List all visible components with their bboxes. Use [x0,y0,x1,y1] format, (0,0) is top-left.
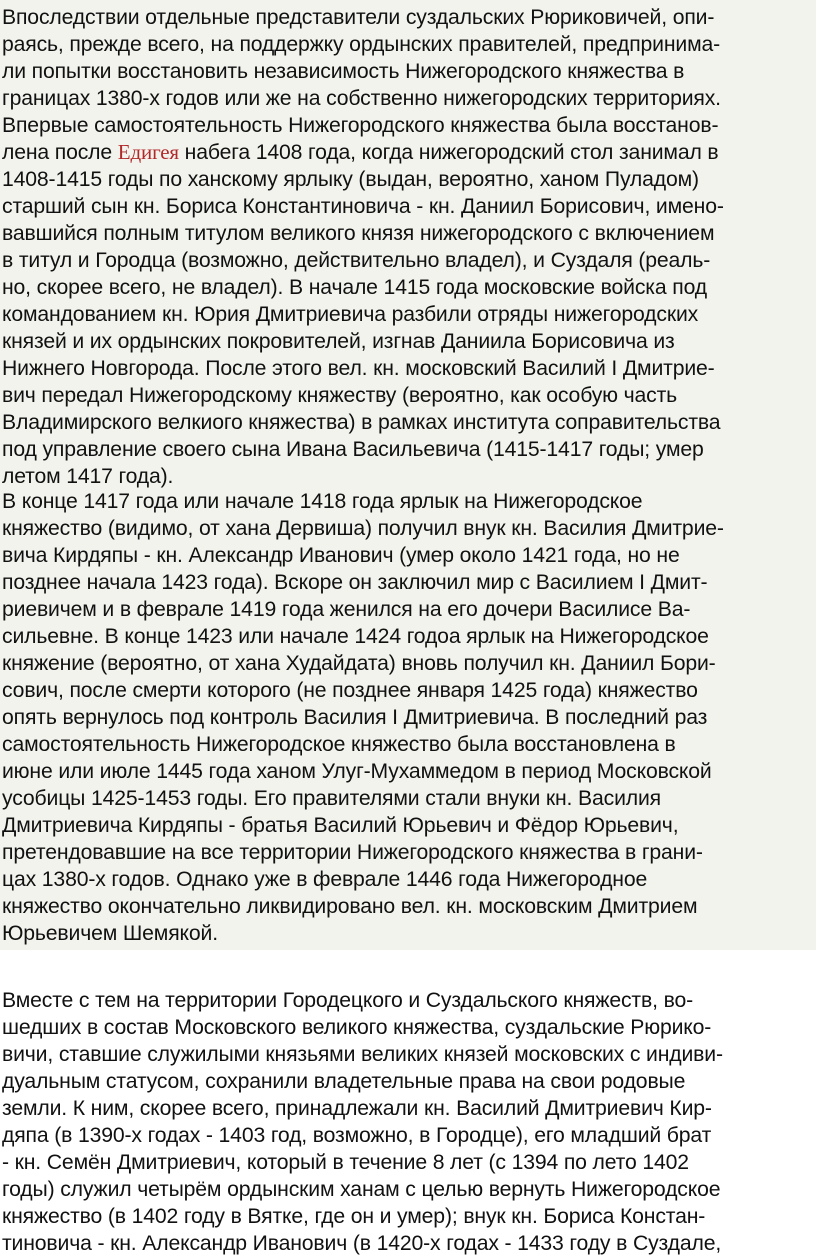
text-line: в титул и Городца (возможно, действительно владел), и Суздаля (реаль- [2,249,711,272]
text-line: княжение (вероятно, от хана Худайдата) вновь получил кн. Даниил Бори- [2,652,716,675]
text-line: Впервые самостоятельность Нижегородского княжества была восстанов- [2,114,719,137]
text-segment: лена после [2,141,118,164]
text-line: вич передал Нижегородскому княжеству (вероятно, как особую часть [2,384,678,407]
text-line: сильевне. В конце 1423 или начале 1424 годоа ярлык на Нижегородское [2,625,709,648]
text-line: под управление своего сына Ивана Васильевича (1415-1417 годы; умер [2,438,704,461]
text-line: земли. К ним, скорее всего, принадлежали кн. Василий Дмитриевич Кир- [2,1097,712,1120]
text-line: позднее начала 1423 года). Вскоре он заключил мир с Василием I Дмит- [2,571,708,594]
text-line: раясь, прежде всего, на поддержку ордынских правителей, предпринима- [2,33,721,56]
text-line: Нижнего Новгорода. После этого вел. кн. московский Василий I Дмитрие- [2,357,715,380]
text-line: усобицы 1425-1453 годы. Его правителями стали внуки кн. Василия [2,787,661,810]
text-line: Дмитриевича Кирдяпы - братья Василий Юрьевич и Фёдор Юрьевич, [2,814,679,837]
text-line: июне или июле 1445 года ханом Улуг-Мухаммедом в период Московской [2,760,712,783]
text-line: границах 1380-х годов или же на собственно нижегородских территориях. [2,87,721,110]
paragraph-nizhny-novgorod-independence [0,4,816,490]
text-line: сович, после смерти которого (не позднее января 1425 года) княжество [2,679,698,702]
text-line [0,139,816,166]
text-line: В конце 1417 года или начале 1418 года ярлык на Нижегородское [2,490,643,513]
text-line: старший сын кн. Бориса Константиновича - кн. Даниил Борисович, имено- [2,195,724,218]
paragraph-later-rulers [0,488,816,947]
edigu-link[interactable]: Едигея [117,140,179,164]
text-line: самостоятельность Нижегородское княжество была восстановлена в [2,733,676,756]
text-line: годы) служил четырём ордынским ханам с целью вернуть Нижегородское [2,1178,721,1201]
text-line: - кн. Семён Дмитриевич, который в течение 8 лет (с 1394 по лето 1402 [2,1151,689,1174]
text-line: Вместе с тем на территории Городецкого и Суздальского княжеств, во- [2,989,693,1012]
text-line: княжество (видимо, от хана Дервиша) получил внук кн. Василия Дмитрие- [2,517,724,540]
text-line: 1408-1415 годы по ханскому ярлыку (выдан, вероятно, ханом Пуладом) [2,168,699,191]
text-line: дуальным статусом, сохранили владетельные права на свои родовые [2,1070,686,1093]
text-line: Юрьевичем Шемякой. [2,922,218,945]
text-line: князей и их ордынских покровителей, изгнав Даниила Борисовича из [2,330,675,353]
text-line: шедших в состав Московского великого княжества, суздальские Рюрико- [2,1016,712,1039]
text-line: вича Кирдяпы - кн. Александр Иванович (умер около 1421 года, но не [2,544,680,567]
text-line: командованием кн. Юрия Дмитриевича разбили отряды нижегородских [2,303,699,326]
text-line: летом 1417 года). [2,465,174,488]
text-line: дяпа (в 1390-х годах - 1403 год, возможно, в Городце), его младший брат [2,1124,712,1147]
text-line: цах 1380-х годов. Однако уже в феврале 1446 года Нижегородное [2,868,648,891]
text-segment: набега 1408 года, когда нижегородский стол занимал в [178,141,719,164]
text-line: Впоследствии отдельные представители суздальских Рюриковичей, опи- [2,6,715,29]
text-line: княжество (в 1402 году в Вятке, где он и умер); внук кн. Бориса Констан- [2,1205,706,1228]
text-line: ли попытки восстановить независимость Нижегородского княжества в [2,60,685,83]
text-line: риевичем и в феврале 1419 года женился на его дочери Василисе Ва- [2,598,691,621]
paragraph-service-princes [0,987,816,1256]
text-line: вичи, ставшие служилыми князьями великих князей московских с индиви- [2,1043,723,1066]
text-line: княжество окончательно ликвидировано вел. кн. московским Дмитрием [2,895,698,918]
text-line: тиновича - кн. Александр Иванович (в 1420-х годах - 1433 году в Суздале, [2,1232,722,1255]
text-line: Владимирского велкиого княжества) в рамках института соправительства [2,411,721,434]
text-line: претендовавшие на все территории Нижегородского княжества в грани- [2,841,703,864]
text-line: опять вернулось под контроль Василия I Дмитриевича. В последний раз [2,706,708,729]
text-line: вавшийся полным титулом великого князя нижегородского с включением [2,222,715,245]
text-line: но, скорее всего, не владел). В начале 1415 года московские войска под [2,276,707,299]
